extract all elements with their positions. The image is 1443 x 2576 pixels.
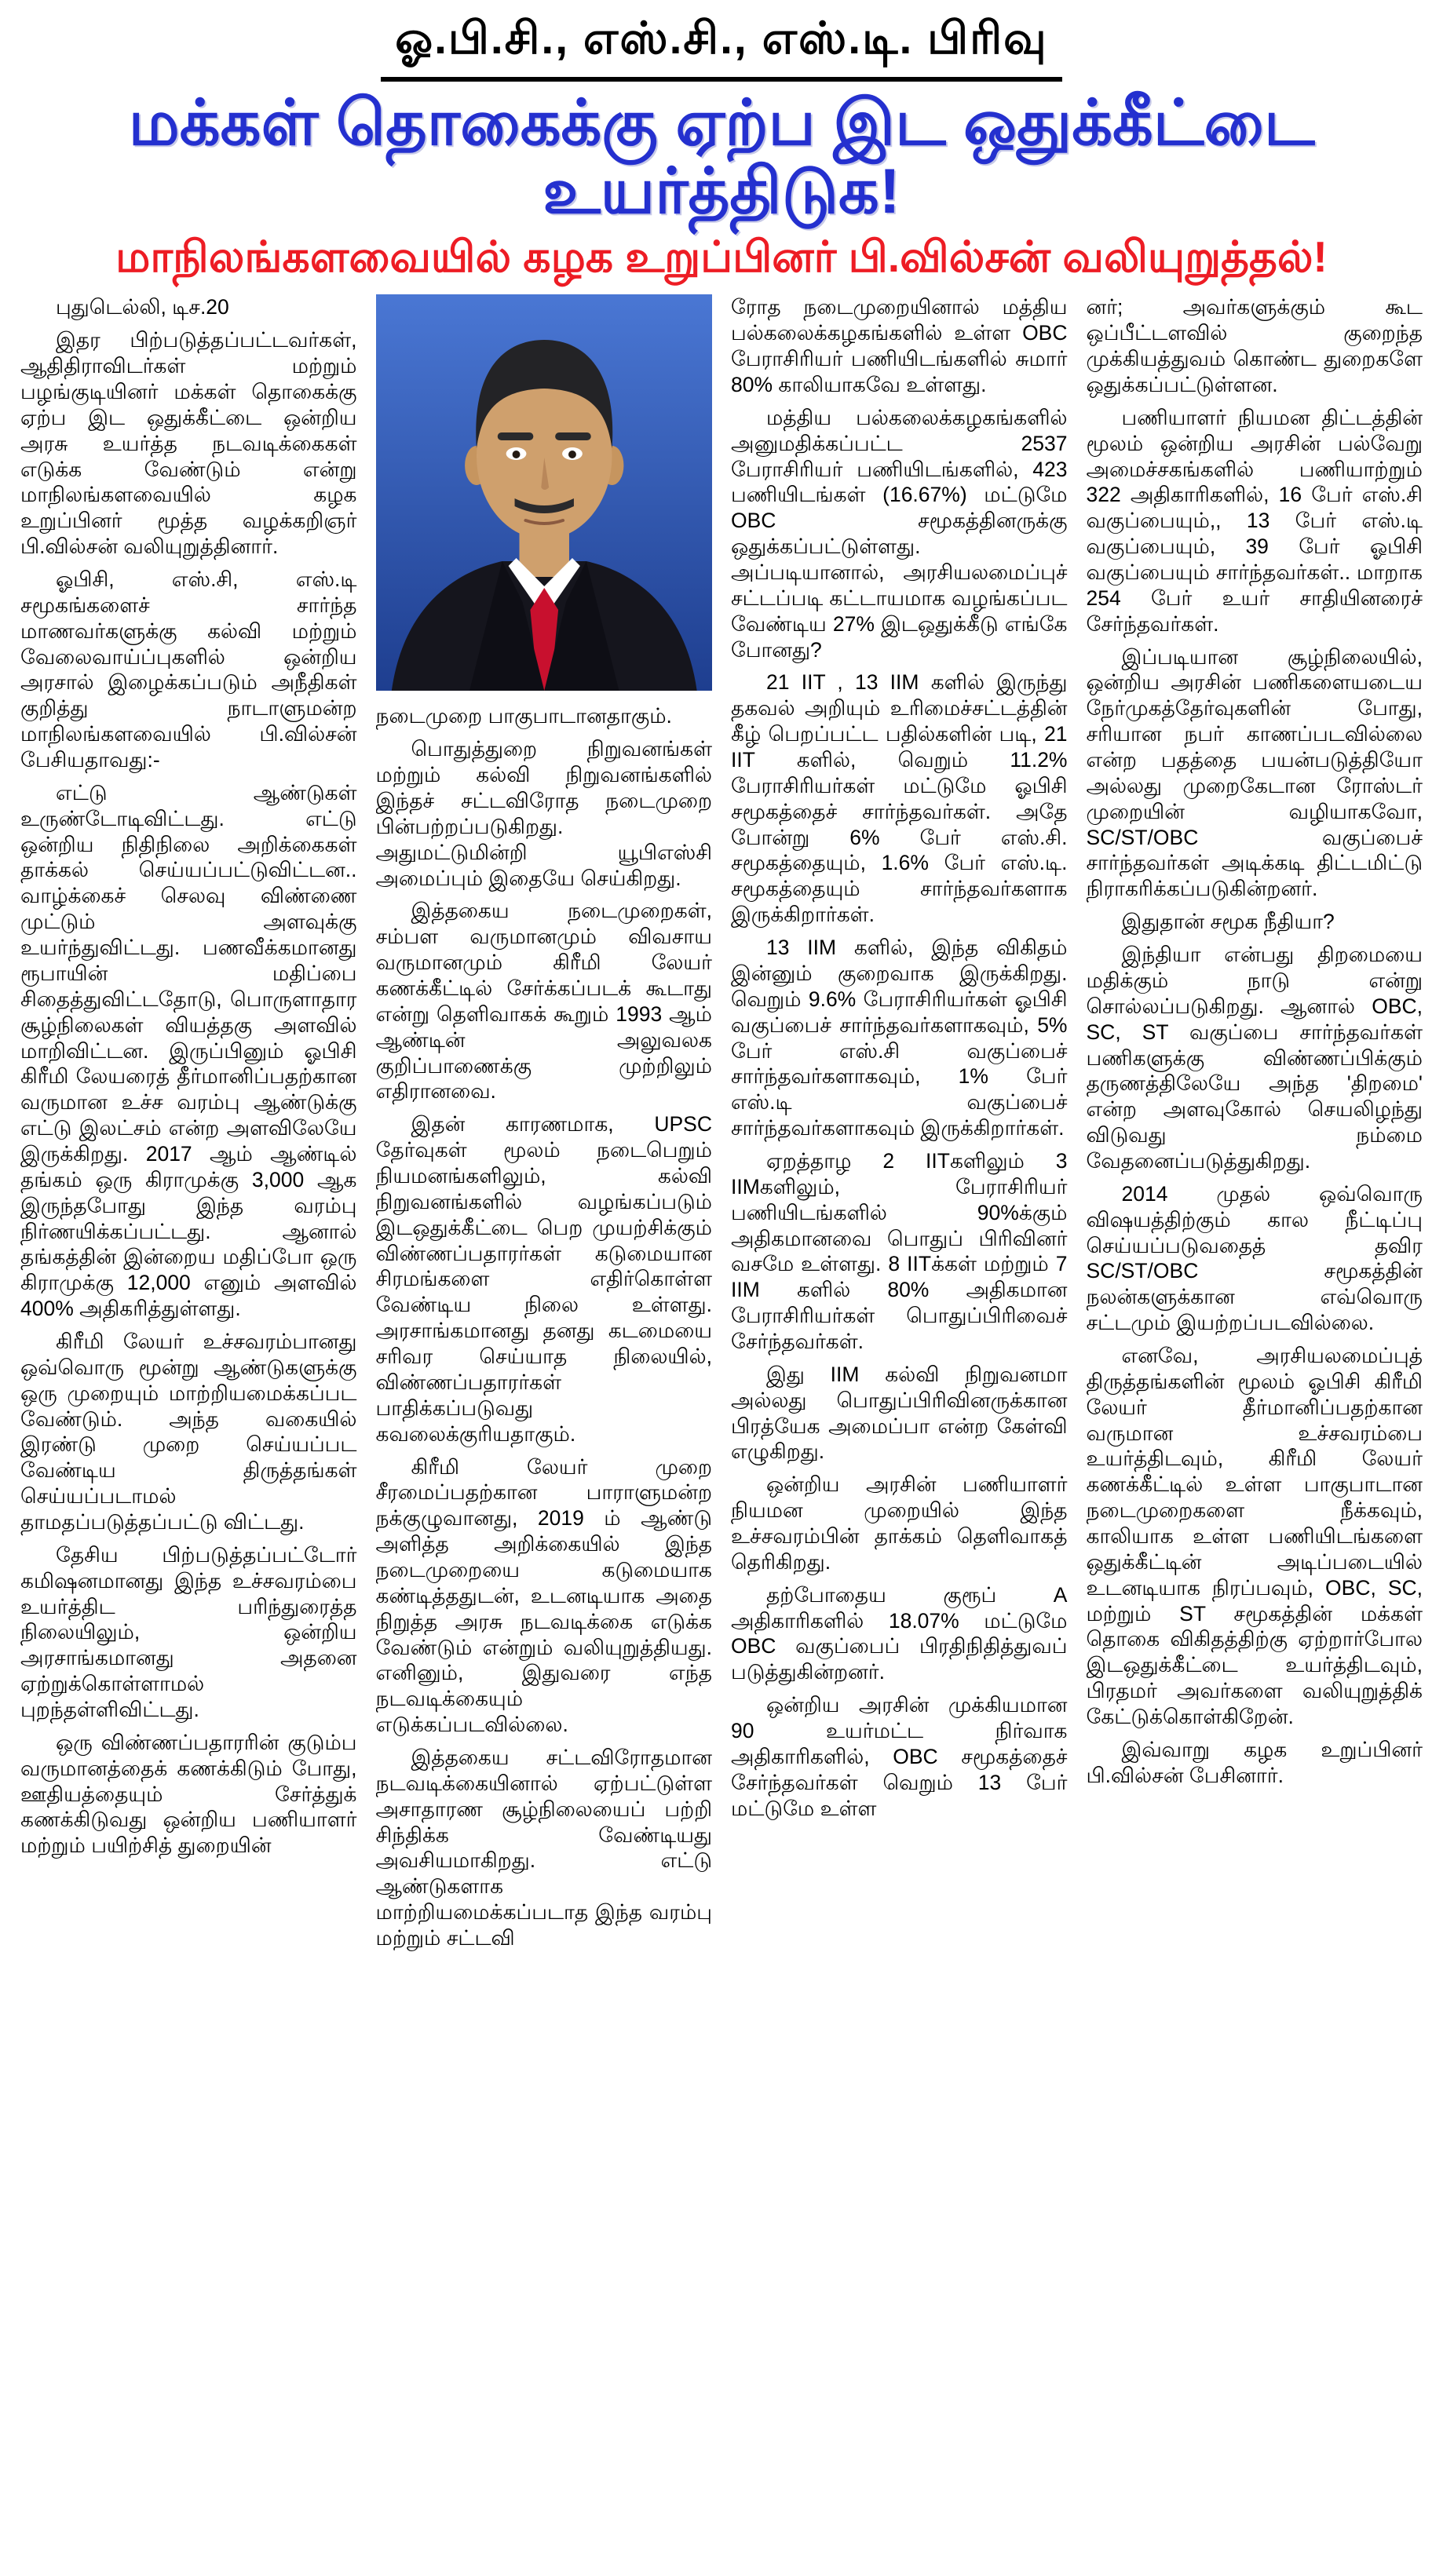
body-paragraph: நடைமுறை பாகுபாடானதாகும். [375, 704, 672, 728]
body-paragraph: தற்போதைய குரூப் A அதிகாரிகளில் 18.07% மட்டுமே OBC வகுப்பைப் பிரதிநிதித்துவப் படுத்துகின்றனர். [731, 1582, 1068, 1684]
body-paragraph: இத்தகைய நடைமுறைகள், சம்பள வருமானமும் விவசாய வருமானமும் கிரீமி லேயர் கணக்கீட்டில் சேர்க்கப்படக் கூடாது என்று தெளிவாகக் கூறும் 1993 ஆம் ஆண்டின் அலுவலக குறிப்பாணைக்கு முற்றிலும் எதிரானவை. [375, 899, 712, 1104]
sub-headline: மாநிலங்களவையில் கழக உறுப்பினர் பி.வில்சன் வலியுறுத்தல்! [115, 232, 1328, 281]
column-4 [1087, 294, 1423, 2555]
body-paragraph: இதுதான் சமூக நீதியா? [1121, 910, 1335, 934]
body-paragraph: ஒன்றிய அரசின் முக்கியமான 90 உயர்மட்ட நிர்வாக அதிகாரிகளில், OBC சமூகத்தைச் சேர்ந்தவர்கள் வெறும் 13 பேர் மட்டுமே உள்ள [731, 1693, 1068, 1820]
body-paragraph: புதுடெல்லி, டிச.20 [56, 295, 229, 319]
column-2 [376, 294, 713, 2555]
body-paragraph: 21 IIT , 13 IIM களில் இருந்து தகவல் அறியும் உரிமைச்சட்டத்தின் கீழ் பெறப்பட்ட பதில்களின் படி, 21 IIT களில், வெறும் 11.2% பேராசிரியர்கள் மட்டுமே ஓபிசி சமூகத்தைச் சார்ந்தவர்கள். அதே போன்று 6% பேர் எஸ்.சி. சமூகத்தையும், 1.6% பேர் எஸ்.டி. சமூகத்தையும் சார்ந்தவர்களாக இருக்கிறார்கள். [731, 670, 1068, 927]
body-paragraph: இத்தகைய சட்டவிரோதமான நடவடிக்கையினால் ஏற்பட்டுள்ள அசாதாரண சூழ்நிலையைப் பற்றி சிந்திக்க வேண்டியது அவசியமாகிறது. எட்டு ஆண்டுகளாக மாற்றியமைக்கப்படாத இந்த வரம்பு மற்றும் சட்டவி [375, 1745, 712, 1950]
body-paragraph: ஒன்றிய அரசின் பணியாளர் நியமன முறையில் இந்த உச்சவரம்பின் தாக்கம் தெளிவாகத் தெரிகிறது. [731, 1472, 1068, 1574]
portrait-illustration [376, 294, 713, 691]
body-paragraph: கிரீமி லேயர் முறை சீரமைப்பதற்கான பாராளுமன்ற நக்குழுவானது, 2019 ம் ஆண்டு அளித்த அறிக்கையில் இந்த நடைமுறையை கடுமையாக கண்டித்ததுடன், உடனடியாக அதை நிறுத்த அரசு நடவடிக்கை எடுக்க வேண்டும் என்றும் வலியுறுத்தியது. எனினும், இதுவரை எந்த நடவடிக்கையும் எடுக்கப்படவில்லை. [375, 1454, 712, 1737]
pwilson-portrait-photo [376, 294, 713, 691]
body-paragraph: பொதுத்துறை நிறுவனங்கள் மற்றும் கல்வி நிறுவனங்களில் இந்தச் சட்டவிரோத நடைமுறை பின்பற்றப்படுகிறது. அதுமட்டுமின்றி யூபிஎஸ்சி அமைப்பும் இதையே செய்கிறது. [375, 737, 712, 890]
body-paragraph: இந்தியா என்பது திறமையை மதிக்கும் நாடு என்று சொல்லப்படுகிறது. ஆனால் OBC, SC, ST வகுப்பை சார்ந்தவர்கள் பணிகளுக்கு விண்ணப்பிக்கும் தருணத்திலேயே அந்த 'திறமை' என்ற அளவுகோல் செயலிழந்து விடுவது நம்மை வேதனைப்படுத்துகிறது. [1086, 943, 1423, 1173]
article-header [20, 13, 1423, 280]
body-paragraph: ஒரு விண்ணப்பதாரரின் குடும்ப வருமானத்தைக் கணக்கிடும் போது, ஊதியத்தையும் சேர்த்துக் கணக்கிடுவது ஒன்றிய பணியாளர் மற்றும் பயிற்சித் துறையின் [20, 1730, 357, 1858]
body-paragraph: 13 IIM களில், இந்த விகிதம் இன்னும் குறைவாக இருக்கிறது. வெறும் 9.6% பேராசிரியர்கள் ஓபிசி வகுப்பைச் சார்ந்தவர்களாகவும், 5% பேர் எஸ்.சி வகுப்பைச் சார்ந்தவர்களாகவும், 1% பேர் எஸ்.டி வகுப்பைச் சார்ந்தவர்களாகவும் இருக்கிறார்கள். [731, 936, 1068, 1140]
body-paragraph: இது IIM கல்வி நிறுவனமா அல்லது பொதுப்பிரிவினருக்கான பிரத்யேக அமைப்பா என்ற கேள்வி எழுகிறது. [731, 1362, 1068, 1464]
body-paragraph: ரோத நடைமுறையினால் மத்திய பல்கலைக்கழகங்களில் உள்ள OBC பேராசிரியர் பணியிடங்களில் சுமார் 80% காலியாகவே உள்ளது. [731, 295, 1068, 397]
body-paragraph: இதர பிற்படுத்தப்பட்டவர்கள், ஆதிதிராவிடர்கள் மற்றும் பழங்குடியினர் மக்கள் தொகைக்கு ஏற்ப இட ஒதுக்கீட்டை ஒன்றிய அரசு உயர்த்த நடவடிக்கைகள் எடுக்க வேண்டும் என்று மாநிலங்களவையில் கழக உறுப்பினர் மூத்த வழக்கறிஞர் பி.வில்சன் வலியுறுத்தினார். [20, 328, 357, 559]
body-paragraph: எனவே, அரசியலமைப்புத் திருத்தங்களின் மூலம் ஓபிசி கிரீமி லேயர் தீர்மானிப்பதற்கான வருமான உச்சவரம்பை உயர்த்திடவும், கிரீமி லேயர் கணக்கீட்டில் உள்ள பாகுபாடான நடைமுறைகளை நீக்கவும், காலியாக உள்ள பணியிடங்களை ஒதுக்கீட்டின் அடிப்படையில் உடனடியாக நிரப்பவும், OBC, SC, மற்றும் ST சமூகத்தின் மக்கள் தொகை விகிதத்திற்கு ஏற்றார்போல இடஒதுக்கீட்டை உயர்த்திடவும், பிரதமர் அவர்களை வலியுறுத்திக் கேட்டுக்கொள்கிறேன். [1086, 1343, 1423, 1728]
main-headline: மக்கள் தொகைக்கு ஏற்ப இட ஒதுக்கீட்டை உயர்த்திடுக! [128, 88, 1315, 228]
column-2-text [376, 703, 713, 1950]
body-paragraph: ஏறத்தாழ 2 IITகளிலும் 3 IIMகளிலும், பேராசிரியர் பணியிடங்களில் 90%க்கும் அதிகமானவை பொதுப் பிரிவினர் வசமே உள்ளது. 8 IITக்கள் மற்றும் 7 IIM களில் 80% அதிகமான பேராசிரியர்கள் பொதுப்பிரிவைச் சேர்ந்தவர்கள். [731, 1148, 1068, 1353]
article-columns [20, 294, 1423, 2555]
kicker-headline: ஓ.பி.சி., எஸ்.சி., எஸ்.டி. பிரிவு [381, 13, 1061, 82]
kicker-row [20, 13, 1423, 82]
body-paragraph: இவ்வாறு கழக உறுப்பினர் பி.வில்சன் பேசினார். [1086, 1737, 1423, 1787]
body-paragraph: 2014 முதல் ஒவ்வொரு விஷயத்திற்கும் கால நீட்டிப்பு செய்யப்படுவதைத் தவிர SC/ST/OBC சமூகத்தின் நலன்களுக்கான எவ்வொரு சட்டமும் இயற்றப்படவில்லை. [1086, 1181, 1423, 1335]
body-paragraph: னர்; அவர்களுக்கும் கூட ஒப்பீட்டளவில் குறைந்த முக்கியத்துவம் கொண்ட துறைகளே ஒதுக்கப்பட்டுள்ளன. [1086, 295, 1423, 397]
body-paragraph: கிரீமி லேயர் உச்சவரம்பானது ஒவ்வொரு மூன்று ஆண்டுகளுக்கு ஒரு முறையும் மாற்றியமைக்கப்பட வேண்டும். அந்த வகையில் இரண்டு முறை செய்யப்பட வேண்டிய திருத்தங்கள் செய்யப்படாமல் தாமதப்படுத்தப்பட்டு விட்டது. [20, 1329, 357, 1534]
body-paragraph: பணியாளர் நியமன திட்டத்தின் மூலம் ஒன்றிய அரசின் பல்வேறு அமைச்சகங்களில் பணியாற்றும் 322 அதிகாரிகளில், 16 பேர் எஸ்.சி வகுப்பையும்,, 13 பேர் எஸ்.டி வகுப்பையும், 39 பேர் ஓபிசி வகுப்பையும் சார்ந்தவர்கள்.. மாறாக 254 பேர் உயர் சாதியினரைச் சேர்ந்தவர்கள். [1086, 405, 1423, 636]
body-paragraph: எட்டு ஆண்டுகள் உருண்டோடிவிட்டது. எட்டு ஒன்றிய நிதிநிலை அறிக்கைகள் தாக்கல் செய்யப்பட்டுவிட்டன.. வாழ்க்கைச் செலவு விண்ணை முட்டும் அளவுக்கு உயர்ந்துவிட்டது. பணவீக்கமானது ரூபாயின் மதிப்பை சிதைத்துவிட்டதோடு, பொருளாதார சூழ்நிலைகள் வியத்தகு அளவில் மாறிவிட்டன. இருப்பினும் ஓபிசி கிரீமி லேயரைத் தீர்மானிப்பதற்கான வருமான உச்ச வரம்பு ஆண்டுக்கு எட்டு இலட்சம் என்ற அளவிலேயே இருக்கிறது. 2017 ஆம் ஆண்டில் தங்கம் ஒரு கிராமுக்கு 3,000 ஆக இருந்தபோது இந்த வரம்பு நிர்ணயிக்கப்பட்டது. ஆனால் தங்கத்தின் இன்றைய மதிப்போ ஒரு கிராமுக்கு 12,000 எனும் அளவில் 400% அதிகரித்துள்ளது. [20, 780, 357, 1321]
body-paragraph: இப்படியான சூழ்நிலையில், ஒன்றிய அரசின் பணிகளையடைய நேர்முகத்தேர்வுகளின் போது, சரியான நபர் காணப்படவில்லை என்ற பதத்தை பயன்படுத்தியோ அல்லது முறைகேடான ரோஸ்டர் முறையின் வழியாகவோ, SC/ST/OBC வகுப்பைச் சார்ந்தவர்கள் அடிக்கடி திட்டமிட்டு நிராகரிக்கப்படுகின்றனர். [1086, 644, 1423, 901]
body-paragraph: தேசிய பிற்படுத்தப்பட்டோர் கமிஷனமானது இந்த உச்சவரம்பை உயர்த்திட பரிந்துரைத்த நிலையிலும், ஒன்றிய அரசாங்கமானது அதனை ஏற்றுக்கொள்ளாமல் புறந்தள்ளிவிட்டது. [20, 1542, 357, 1721]
body-paragraph: மத்திய பல்கலைக்கழகங்களில் அனுமதிக்கப்பட்ட 2537 பேராசிரியர் பணியிடங்களில், 423 பணியிடங்கள் (16.67%) மட்டுமே OBC சமூகத்தினருக்கு ஒதுக்கப்பட்டுள்ளது. அப்படியானால், அரசியலமைப்புச் சட்டப்படி கட்டாயமாக வழங்கப்பட வேண்டிய 27% இடஒதுக்கீடு எங்கே போனது? [731, 405, 1068, 662]
body-paragraph: இதன் காரணமாக, UPSC தேர்வுகள் மூலம் நடைபெறும் நியமனங்களிலும், கல்வி நிறுவனங்களில் வழங்கப்படும் இடஒதுக்கீட்டை பெற முயற்சிக்கும் விண்ணப்பதாரர்கள் கடுமையான சிரமங்களை எதிர்கொள்ள வேண்டிய நிலை உள்ளது. அரசாங்கமானது தனது கடமையை சரிவர செய்யாத நிலையில், விண்ணப்பதாரர்கள் பாதிக்கப்படுவது கவலைக்குரியதாகும். [375, 1112, 712, 1446]
body-paragraph: ஓபிசி, எஸ்.சி, எஸ்.டி சமூகங்களைச் சார்ந்த மாணவர்களுக்கு கல்வி மற்றும் வேலைவாய்ப்புகளில் ஒன்றிய அரசால் இழைக்கப்படும் அநீதிகள் குறித்து நாடாளுமன்ற மாநிலங்களவையில் பி.வில்சன் பேசியதாவது:- [20, 567, 357, 772]
column-1 [20, 294, 357, 2555]
column-3 [731, 294, 1068, 2555]
